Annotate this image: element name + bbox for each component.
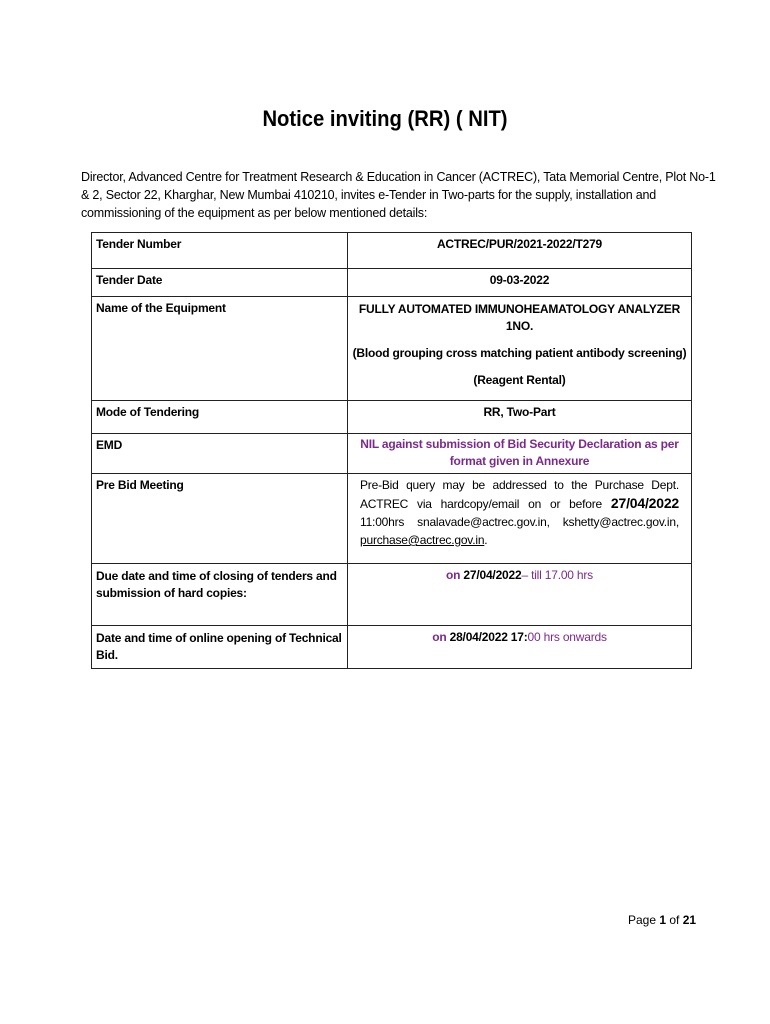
equipment-description: (Blood grouping cross matching patient antibody screening) bbox=[352, 346, 687, 360]
table-row bbox=[92, 269, 692, 297]
emd-label: EMD bbox=[92, 434, 348, 474]
closing-date: 27/04/2022 bbox=[463, 568, 522, 582]
intro-paragraph: Director, Advanced Centre for Treatment Research & Education in Cancer (ACTREC), Tata Memorial Centre, Plot No-1 & 2, Sector 22, Kharghar, New Mumbai 410210, invites e-Tender in Two-parts for the supply, installation and commissioning of the equipment as per below mentioned details: bbox=[81, 170, 716, 220]
equipment-name: FULLY AUTOMATED IMMUNOHEAMATOLOGY ANALYZER 1NO. bbox=[358, 302, 681, 333]
tender-number-label: Tender Number bbox=[92, 233, 348, 269]
pre-bid-period: . bbox=[484, 533, 488, 547]
tender-date-label: Tender Date bbox=[92, 269, 348, 297]
total-pages: 21 bbox=[682, 913, 697, 927]
tender-date-value: 09-03-2022 bbox=[348, 269, 692, 297]
tender-details-table bbox=[91, 232, 692, 669]
closing-time: – till 17.00 hrs bbox=[521, 568, 593, 582]
tender-number-value: ACTREC/PUR/2021-2022/T279 bbox=[348, 233, 692, 269]
pre-bid-label: Pre Bid Meeting bbox=[92, 474, 348, 564]
pre-bid-text-2: 11:00hrs snalavade@actrec.gov.in, kshetty@actrec.gov.in, bbox=[360, 515, 679, 529]
opening-date: 28/04/2022 17: bbox=[449, 630, 528, 644]
table-row bbox=[92, 564, 692, 626]
opening-time: 00 hrs onwards bbox=[527, 630, 607, 644]
table-row bbox=[92, 297, 692, 401]
table-row bbox=[92, 434, 692, 474]
equipment-label: Name of the Equipment bbox=[92, 297, 348, 401]
table-row bbox=[92, 233, 692, 269]
table-row bbox=[92, 401, 692, 434]
equipment-value bbox=[348, 297, 692, 401]
table-row bbox=[92, 626, 692, 669]
opening-on: on bbox=[432, 630, 450, 644]
mode-label: Mode of Tendering bbox=[92, 401, 348, 434]
closing-on: on bbox=[446, 568, 464, 582]
equipment-note: (Reagent Rental) bbox=[473, 373, 566, 387]
current-page: 1 bbox=[659, 913, 667, 927]
closing-value bbox=[348, 564, 692, 626]
pre-bid-text: Pre-Bid query may be addressed to the Purchase Dept. ACTREC via hardcopy/email on or before bbox=[360, 478, 679, 511]
emd-value: NIL against submission of Bid Security Declaration as per format given in Annexure bbox=[348, 434, 692, 474]
pre-bid-value bbox=[348, 474, 692, 564]
table-row bbox=[92, 474, 692, 564]
mode-value: RR, Two-Part bbox=[348, 401, 692, 434]
purchase-email-link[interactable]: purchase@actrec.gov.in bbox=[360, 533, 485, 547]
of-word: of bbox=[666, 913, 683, 927]
opening-value bbox=[348, 626, 692, 669]
closing-label: Due date and time of closing of tenders and submission of hard copies: bbox=[92, 564, 348, 626]
opening-label: Date and time of online opening of Technical Bid. bbox=[92, 626, 348, 669]
page-title: Notice inviting (RR) ( NIT) bbox=[262, 106, 508, 131]
page-number bbox=[628, 913, 696, 927]
page-word: Page bbox=[628, 913, 660, 927]
pre-bid-date: 27/04/2022 bbox=[610, 495, 679, 511]
